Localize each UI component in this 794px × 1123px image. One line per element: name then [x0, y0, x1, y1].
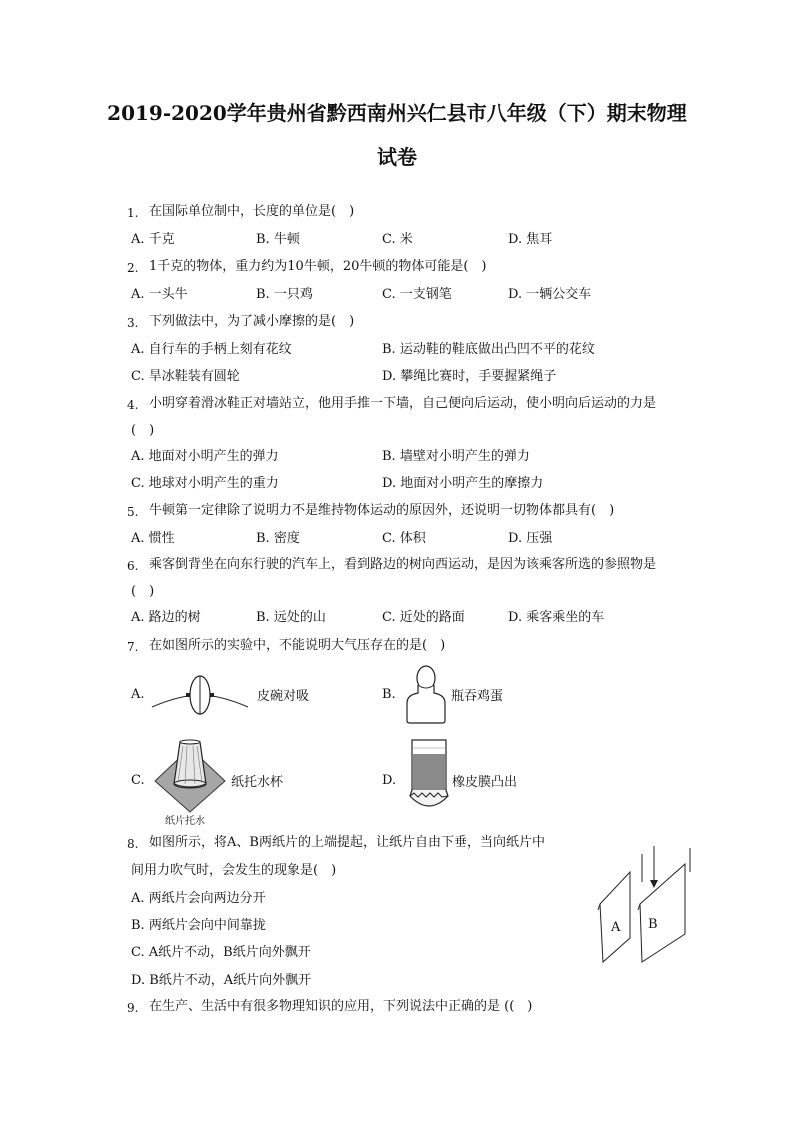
option-b: B. 远处的山	[256, 610, 326, 625]
paper-cup-figure	[150, 738, 230, 814]
question-stem: 在国际单位制中，长度的单位是( )	[149, 204, 355, 219]
option-c: C. 地球对小明产生的重力	[131, 476, 279, 491]
question-stem: 下列做法中，为了减小摩擦的是( )	[149, 314, 355, 329]
question-number: 9.	[127, 1001, 139, 1015]
option-d: D. 焦耳	[508, 232, 553, 247]
paper-title-line2: 试卷	[377, 145, 417, 169]
question-stem-continued: 间用力吹气时，会发生的现象是( )	[131, 863, 337, 878]
option-d: D. 乘客乘坐的车	[508, 610, 605, 625]
option-c: C. 一支钢笔	[382, 287, 452, 302]
question-number: 6.	[127, 559, 139, 573]
question-number: 3.	[127, 316, 139, 330]
suction-cups-figure	[150, 671, 250, 719]
question-stem: 在如图所示的实验中，不能说明大气压存在的是( )	[149, 638, 446, 653]
option-d: D. 一辆公交车	[508, 287, 592, 302]
option-a: A. 两纸片会向两边分开	[131, 891, 266, 906]
option-c: C. A纸片不动，B纸片向外飘开	[131, 945, 311, 960]
figure-caption: 橡皮膜凸出	[452, 775, 518, 790]
figure-caption: 瓶吞鸡蛋	[451, 689, 504, 704]
question-number: 8.	[127, 837, 139, 851]
option-b: B. 墙壁对小明产生的弹力	[382, 449, 530, 464]
option-b: B. 一只鸡	[256, 287, 313, 302]
option-d: D. 攀绳比赛时，手要握紧绳子	[382, 369, 557, 384]
question-stem: 在生产、生活中有很多物理知识的应用，下列说法中正确的是 (( )	[149, 999, 533, 1014]
question-number: 7.	[127, 640, 139, 654]
option-c: C. 体积	[382, 531, 426, 546]
bottle-egg-figure	[404, 663, 448, 725]
option-b: B. 牛顿	[256, 232, 300, 247]
option-d: D.	[382, 773, 397, 788]
paper-title-line1: 2019-2020学年贵州省黔西南州兴仁县市八年级（下）期末物理	[107, 101, 687, 125]
option-c: C. 旱冰鞋装有圆轮	[131, 369, 240, 384]
question-stem-continued: ( )	[131, 423, 155, 438]
option-a: A. 自行车的手柄上刻有花纹	[131, 342, 292, 357]
option-c: C. 近处的路面	[382, 610, 465, 625]
rubber-membrane-figure	[404, 738, 454, 818]
figure-caption: 皮碗对吸	[257, 689, 310, 704]
option-c: C. 米	[382, 232, 413, 247]
question-stem: 牛顿第一定律除了说明力不是维持物体运动的原因外，还说明一切物体都具有( )	[149, 503, 615, 518]
question-stem: 如图所示，将A、B两纸片的上端提起，让纸片自由下垂，当向纸片中	[149, 835, 545, 850]
option-d: D. 压强	[508, 531, 553, 546]
paper-label-a: A	[611, 920, 621, 935]
figure-caption: 纸托水杯	[231, 775, 284, 790]
option-a: A. 千克	[131, 232, 175, 247]
question-number: 1.	[127, 206, 139, 220]
option-d: D. B纸片不动，A纸片向外飘开	[131, 973, 312, 988]
option-d: D. 地面对小明产生的摩擦力	[382, 476, 544, 491]
option-b: B. 运动鞋的鞋底做出凸凹不平的花纹	[382, 342, 595, 357]
question-stem: 小明穿着滑冰鞋正对墙站立，他用手推一下墙，自己便向后运动，使小明向后运动的力是	[149, 396, 657, 411]
question-stem-continued: ( )	[131, 584, 155, 599]
option-b: B.	[382, 687, 396, 702]
option-a: A. 一头牛	[131, 287, 188, 302]
figure-sub-caption: 纸片托水	[165, 816, 205, 827]
question-number: 4.	[127, 398, 139, 412]
option-a: A.	[131, 687, 145, 702]
paper-label-b: B	[648, 917, 658, 932]
option-a: A. 路边的树	[131, 610, 201, 625]
option-a: A. 惯性	[131, 531, 175, 546]
option-b: B. 两纸片会向中间靠拢	[131, 918, 266, 933]
question-stem: 1千克的物体，重力约为10牛顿，20牛顿的物体可能是( )	[149, 259, 487, 274]
question-number: 2.	[127, 261, 139, 275]
question-number: 5.	[127, 505, 139, 519]
paper-sheets-figure	[590, 842, 702, 966]
question-stem: 乘客倒背坐在向东行驶的汽车上，看到路边的树向西运动，是因为该乘客所选的参照物是	[149, 557, 657, 572]
option-a: A. 地面对小明产生的弹力	[131, 449, 279, 464]
option-c: C.	[131, 773, 145, 788]
option-b: B. 密度	[256, 531, 300, 546]
